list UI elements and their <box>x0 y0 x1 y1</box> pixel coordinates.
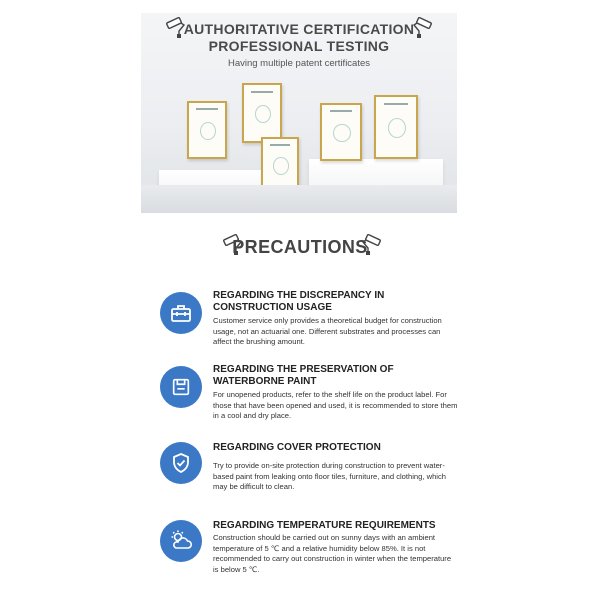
certificate-image <box>374 95 418 159</box>
certificate-image <box>320 103 362 161</box>
banner-subtitle: Having multiple patent certificates <box>227 58 371 69</box>
precaution-text: Construction should be carried out on sunny days with an ambient temperature of 5 ℃ and a relative humidity below 85%. It is not recommended to carry out construction in winter when the temperature is below 5 ℃. <box>213 533 452 574</box>
certification-banner <box>141 13 457 213</box>
floor <box>141 185 457 213</box>
precaution-text: Customer service only provides a theoretical budget for construction usage, not an actuarial one. Different substrates and processes can affect the brushing amount. <box>213 316 442 346</box>
precaution-title: REGARDING THE PRESERVATION OF WATERBORNE PAINT <box>213 364 394 387</box>
precaution-title: REGARDING THE DISCREPANCY IN CONSTRUCTION USAGE <box>213 290 385 313</box>
banner-title-line2: PROFESSIONAL TESTING <box>208 38 390 54</box>
precaution-item <box>160 520 460 580</box>
precaution-title: REGARDING COVER PROTECTION <box>213 442 381 453</box>
precaution-text: Try to provide on-site protection during construction to prevent water-based paint from leaking onto floor tiles, furniture, and clothing, which may be difficult to clean. <box>213 461 447 491</box>
precautions-heading: PRECAUTIONS <box>232 237 368 257</box>
precaution-item <box>160 366 460 426</box>
precaution-title: REGARDING TEMPERATURE REQUIREMENTS <box>213 520 436 531</box>
certificate-image <box>187 101 227 159</box>
certificate-image <box>242 83 282 143</box>
precaution-item <box>160 292 460 352</box>
banner-title-line1: AUTHORITATIVE CERTIFICATION <box>183 21 415 37</box>
sun-cloud-icon <box>160 520 202 562</box>
save-box-icon <box>160 366 202 408</box>
toolbox-icon <box>160 292 202 334</box>
shield-check-icon <box>160 442 202 484</box>
precaution-text: For unopened products, refer to the shelf life on the product label. For those that have been opened and used, it is recommended to store them in a cool and dry place. <box>213 390 458 420</box>
precaution-item <box>160 442 460 502</box>
